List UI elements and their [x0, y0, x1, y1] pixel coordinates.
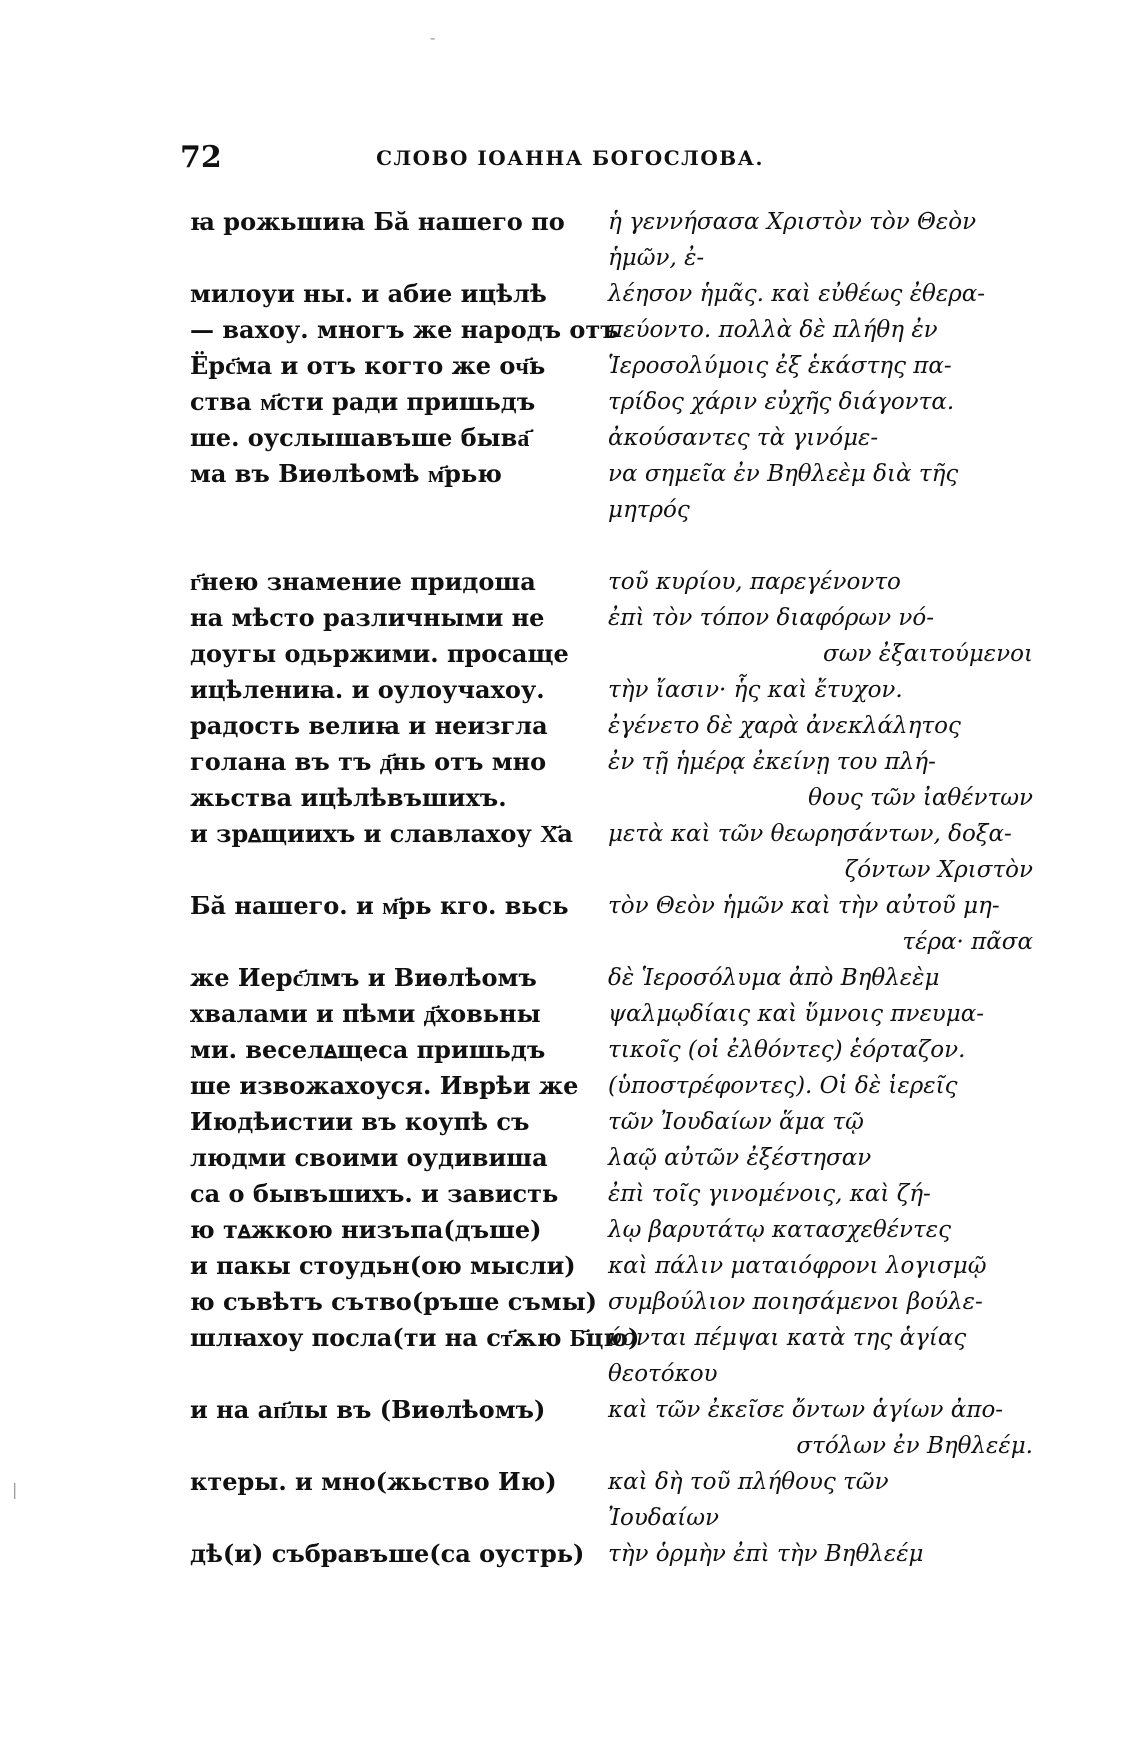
slavonic-line: дѣ(и) събравъше(са оустрь) [190, 1539, 585, 1568]
greek-line: σων ἐξαιτούμενοι [823, 641, 1033, 667]
slavonic-line [190, 852, 610, 888]
slavonic-line: и пакы стоудьн(ою мысли) [190, 1251, 576, 1280]
page-number: 72 [180, 140, 222, 175]
slavonic-line [190, 528, 610, 564]
greek-line: ἐν τῇ ἡμέρᾳ ἐκείνῃ του πλή- [608, 749, 936, 775]
slavonic-line: доугы одьржими. просаще [190, 639, 569, 668]
slavonic-line: и зрꙙщиихъ и славлахоу Х҃а [190, 819, 573, 848]
slavonic-line [190, 1428, 610, 1464]
scan-mark-left: | [12, 1480, 18, 1499]
slavonic-line: и на ап҃лы въ (Виѳлѣомъ) [190, 1395, 546, 1424]
greek-line: στόλων ἐν Βηθλεέμ. [796, 1433, 1033, 1459]
slavonic-line: ктеры. и мно(жьство Ию) [190, 1467, 557, 1496]
greek-line: τρίδος χάριν εὐχῆς διάγοντα. [608, 389, 955, 415]
greek-line: θεοτόκου [608, 1361, 718, 1387]
slavonic-line: жьства ицѣлѣвъшихъ. [190, 783, 507, 812]
greek-line: ἐπὶ τὸν τόπον διαφόρων νό- [608, 605, 934, 631]
greek-line: Ἰουδαίων [608, 1505, 719, 1531]
slavonic-line: милоуи ны. и абие ицѣлѣ [190, 279, 547, 308]
slavonic-line: ше извожахоуся. Иврѣи же [190, 1071, 579, 1100]
greek-line: συμβούλιον ποιησάμενοι βούλε- [608, 1289, 983, 1315]
greek-line: ἡμῶν, ἐ- [608, 245, 705, 271]
slavonic-line: г҃нею знамение придоша [190, 567, 536, 596]
slavonic-line [190, 1500, 610, 1536]
slavonic-line: Ёрс҃ма и отъ когто же оч҃ь [190, 351, 546, 380]
slavonic-line: ю тꙙжкою низъпа(дъше) [190, 1215, 542, 1244]
greek-line [608, 528, 1033, 564]
slavonic-line: же Иерс҃лмъ и Виѳлѣомъ [190, 963, 537, 992]
greek-line: λῳ βαρυτάτῳ κατασχεθέντες [608, 1217, 951, 1243]
slavonic-line [190, 924, 610, 960]
greek-line: ψαλμῳδίαις καὶ ὕμνοις πνευμα- [608, 1001, 985, 1027]
greek-line: ἀκούσαντες τὰ γινόμε- [608, 425, 879, 451]
greek-column [608, 204, 1033, 1572]
greek-line: καὶ τῶν ἐκεῖσε ὄντων ἁγίων ἀπο- [608, 1397, 1004, 1423]
slavonic-line: ю съвѣтъ сътво(ръше съмы) [190, 1287, 598, 1316]
slavonic-line [190, 492, 610, 528]
greek-line: τοῦ κυρίου, παρεγένοντο [608, 569, 901, 595]
slavonic-line: Июдѣистии въ коупѣ съ [190, 1107, 530, 1136]
scan-mark-top: - [430, 28, 436, 47]
greek-line: ἡ γεννήσασα Χριστὸν τὸν Θεὸν [608, 209, 977, 235]
greek-line: τῶν Ἰουδαίων ἅμα τῷ [608, 1109, 864, 1135]
slavonic-line: ства м҃сти ради пришьдъ [190, 387, 536, 416]
slavonic-line: шлꙗхоу посла(ти на ст҃ѫю Б҃цю) [190, 1323, 640, 1352]
greek-line: τὸν Θεὸν ἡμῶν καὶ τὴν αὐτοῦ μη- [608, 893, 1000, 919]
slavonic-line: хвалами и пѣми д҃ховьны [190, 999, 541, 1028]
greek-line: πεύοντο. πολλὰ δὲ πλήθη ἐν [608, 317, 938, 343]
greek-line: ζόντων Χριστὸν [844, 857, 1033, 883]
slavonic-line: голана въ тъ д҃нь отъ мно [190, 747, 547, 776]
greek-line: ύονται πέμψαι κατὰ της ἁγίας [608, 1325, 967, 1351]
slavonic-line: ицѣлениꙗ. и оулоучахоу. [190, 675, 545, 704]
slavonic-line: са о бывъшихъ. и зависть [190, 1179, 559, 1208]
slavonic-line: на мѣсто различными не [190, 603, 545, 632]
slavonic-line: ми. веселꙙщеса пришьдъ [190, 1035, 546, 1064]
slavonic-line: ꙗ рожьшиꙗ Бӑ нашего по [190, 207, 565, 236]
greek-line: δὲ Ἱεροσόλυμα ἀπὸ Βηθλεὲμ [608, 965, 940, 991]
greek-line: λαῷ αὐτῶν ἐξέστησαν [608, 1145, 872, 1171]
slavonic-line [190, 240, 610, 276]
slavonic-line: ше. оуслышавъше быва҃ [190, 423, 530, 452]
slavonic-line: Бӑ нашего. и м҃рь кго. вьсь [190, 891, 569, 920]
running-title: СЛОВО ІОАННА БОГОСЛОВА. [376, 146, 764, 170]
greek-line: τὴν ἴασιν· ἧς καὶ ἔτυχον. [608, 677, 903, 703]
slavonic-line: ма въ Виѳлѣомѣ м҃рью [190, 459, 502, 488]
greek-line: θους τῶν ἰαθέντων [808, 785, 1033, 811]
greek-line: να σημεῖα ἐν Βηθλεὲμ διὰ τῆς [608, 461, 959, 487]
greek-line: τὴν ὁρμὴν ἐπὶ τὴν Βηθλεέμ [608, 1541, 924, 1567]
slavonic-line: радость велиꙗ и неизгла [190, 711, 548, 740]
greek-line: (ὑποστρέφοντες). Οἱ δὲ ἱερεῖς [608, 1073, 958, 1099]
greek-line: τικοῖς (οἱ ἐλθόντες) ἑόρταζον. [608, 1037, 966, 1063]
slavonic-column [190, 204, 640, 1572]
slavonic-line [190, 1356, 610, 1392]
slavonic-line: людми своими оудивиша [190, 1143, 548, 1172]
greek-line: μητρός [608, 497, 690, 523]
greek-line: ἐγένετο δὲ χαρὰ ἀνεκλάλητος [608, 713, 961, 739]
greek-line: μετὰ καὶ τῶν θεωρησάντων, δοξα- [608, 821, 1012, 847]
greek-line: λέησον ἡμᾶς. καὶ εὐθέως ἐθερα- [608, 281, 986, 307]
slavonic-line: — вахоу. многъ же народъ отъ [190, 315, 619, 344]
greek-line: καὶ δὴ τοῦ πλήθους τῶν [608, 1469, 889, 1495]
greek-line: Ἱεροσολύμοις ἐξ ἑκάστης πα- [608, 353, 952, 379]
greek-line: καὶ πάλιν ματαιόφρονι λογισμῷ [608, 1253, 987, 1279]
greek-line: τέρα· πᾶσα [902, 929, 1033, 955]
greek-line: ἐπὶ τοῖς γινομένοις, καὶ ζή- [608, 1181, 931, 1207]
